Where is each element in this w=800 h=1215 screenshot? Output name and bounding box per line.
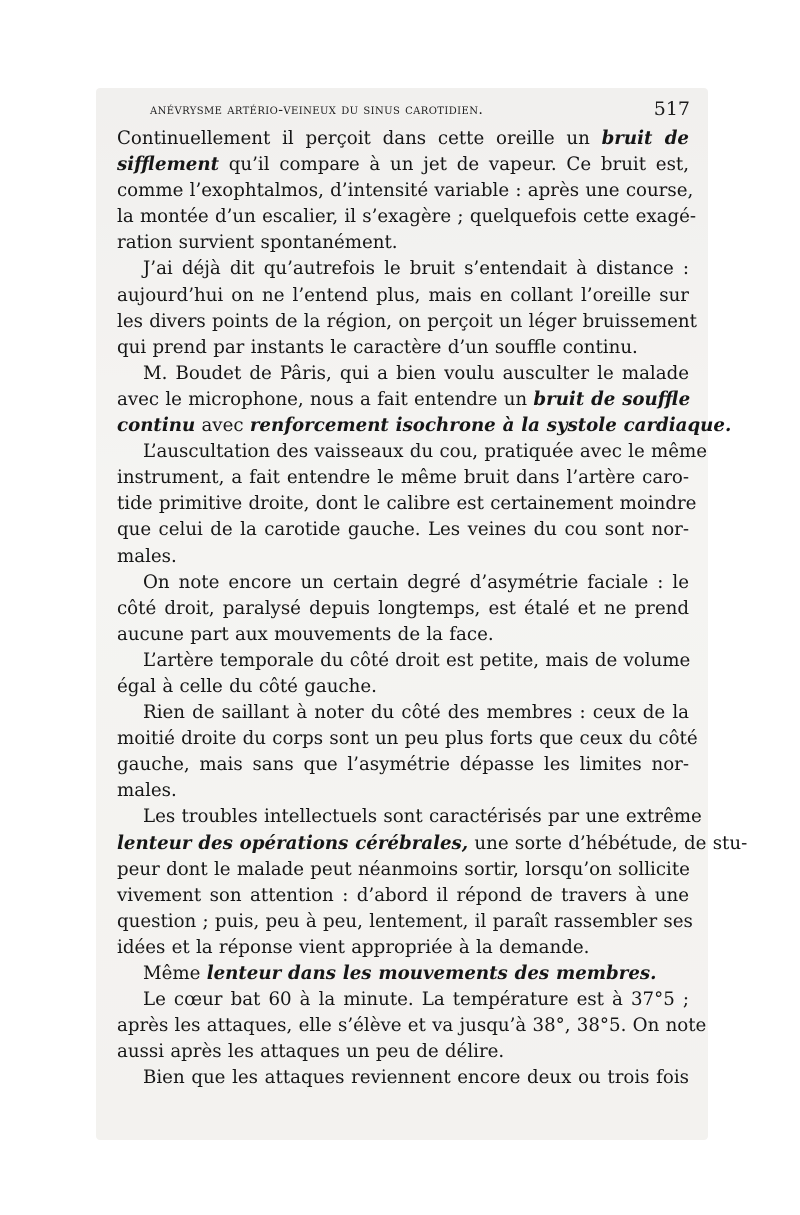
text-line xyxy=(117,283,689,309)
text-run: males. xyxy=(117,780,177,802)
text-line xyxy=(117,857,689,883)
text-run: M. Boudet de Pâris, qui a bien voulu ausculter le malade xyxy=(143,362,689,384)
text-line xyxy=(117,1039,689,1065)
text-line xyxy=(117,726,698,752)
text-line xyxy=(117,987,689,1013)
emphasis-run: lenteur des opérations cérébrales, xyxy=(117,832,469,854)
text-line xyxy=(117,935,689,961)
text-run: aussi après les attaques un peu de délire. xyxy=(117,1041,505,1063)
text-run: aujourd’hui on ne l’entend plus, mais en collant l’oreille sur xyxy=(117,284,689,306)
page-number: 517 xyxy=(653,98,690,120)
text-line xyxy=(117,230,689,256)
text-line xyxy=(117,335,689,361)
text-run: comme l’exophtalmos, d’intensité variable : après une course, xyxy=(117,180,694,202)
text-line xyxy=(117,674,689,700)
emphasis-run: sifflement xyxy=(117,154,220,176)
text-line xyxy=(117,204,697,230)
text-run: instrument, a fait entendre le même bruit dans l’artère caro- xyxy=(117,467,689,489)
text-run: une sorte d’hébétude, de stu- xyxy=(468,832,748,854)
text-line xyxy=(117,961,689,987)
text-run: les divers points de la région, on perçoit un léger bruissement xyxy=(117,310,697,332)
emphasis-run: bruit de souffle xyxy=(533,388,691,410)
text-run: égal à celle du côté gauche. xyxy=(117,675,377,697)
text-run: Le cœur bat 60 à la minute. La température est à 37°5 ; xyxy=(143,989,689,1011)
text-run: gauche, mais sans que l’asymétrie dépasse les limites nor- xyxy=(117,754,689,776)
text-line xyxy=(117,778,689,804)
text-run: L’auscultation des vaisseaux du cou, pratiquée avec le même xyxy=(143,441,708,463)
text-run: J’ai déjà dit qu’autrefois le bruit s’entendait à distance : xyxy=(143,258,689,280)
text-run: peur dont le malade peut néanmoins sortir, lorsqu’on sollicite xyxy=(117,858,690,880)
text-run: côté droit, paralysé depuis longtemps, est étalé et ne prend xyxy=(117,597,689,619)
text-run: idées et la réponse vient appropriée à la demande. xyxy=(117,936,590,958)
text-line xyxy=(117,491,697,517)
emphasis-run: renforcement isochrone à la systole cardiaque. xyxy=(249,415,732,437)
text-line xyxy=(117,596,689,622)
text-line xyxy=(117,622,689,648)
text-line xyxy=(117,831,748,857)
text-line xyxy=(117,883,689,909)
text-run: Même xyxy=(143,963,207,984)
emphasis-run: continu xyxy=(117,415,196,437)
body-text xyxy=(117,126,748,1091)
text-line xyxy=(117,152,689,178)
text-line xyxy=(117,1013,707,1039)
text-line xyxy=(117,1065,689,1091)
text-run: moitié droite du corps sont un peu plus forts que ceux du côté xyxy=(117,728,698,750)
text-line xyxy=(117,517,689,543)
text-run: Les troubles intellectuels sont caractérisés par une extrême xyxy=(143,806,702,828)
text-line xyxy=(117,309,697,335)
text-run: question ; puis, peu à peu, lentement, il paraît rassembler ses xyxy=(117,910,693,932)
text-line xyxy=(117,909,693,935)
text-run: que celui de la carotide gauche. Les veines du cou sont nor- xyxy=(117,519,689,541)
text-line xyxy=(117,648,689,674)
text-line xyxy=(117,361,689,387)
text-run: tide primitive droite, dont le calibre est certainement moindre xyxy=(117,493,697,515)
text-run: Bien que les attaques reviennent encore deux ou trois fois xyxy=(143,1067,689,1089)
text-run: la montée d’un escalier, il s’exagère ; quelquefois cette exagé- xyxy=(117,206,697,228)
text-run: males. xyxy=(117,545,177,567)
text-run: après les attaques, elle s’élève et va jusqu’à 38°, 38°5. On note xyxy=(117,1015,707,1037)
text-run: qu’il compare à un jet de vapeur. Ce bruit est, xyxy=(219,154,689,176)
text-line xyxy=(117,752,689,778)
text-run: On note encore un certain degré d’asymétrie faciale : le xyxy=(143,571,689,593)
text-line xyxy=(117,465,689,491)
text-run: vivement son attention : d’abord il répond de travers à une xyxy=(117,884,689,906)
text-run: Rien de saillant à noter du côté des membres : ceux de la xyxy=(143,702,689,724)
text-run: ration survient spontanément. xyxy=(117,232,398,254)
text-line xyxy=(117,178,694,204)
text-line xyxy=(117,126,689,152)
text-run: L’artère temporale du côté droit est petite, mais de volume xyxy=(143,649,691,671)
text-run: Continuellement il perçoit dans cette oreille un xyxy=(117,128,602,149)
page-header xyxy=(150,96,690,124)
text-run: avec le microphone, nous a fait entendre un xyxy=(117,388,534,410)
text-line xyxy=(117,439,708,465)
text-run: aucune part aux mouvements de la face. xyxy=(117,623,494,645)
text-line xyxy=(117,570,689,596)
text-run: avec xyxy=(195,415,250,437)
text-line xyxy=(117,700,689,726)
text-line xyxy=(117,544,689,570)
text-line xyxy=(117,387,689,413)
text-line xyxy=(117,804,702,830)
text-run: qui prend par instants le caractère d’un souffle continu. xyxy=(117,336,638,358)
running-title: anévrysme artério-veineux du sinus carotidien. xyxy=(150,102,484,118)
text-line xyxy=(117,256,689,282)
emphasis-run: lenteur dans les mouvements des membres. xyxy=(206,963,657,984)
emphasis-run: bruit de xyxy=(601,128,689,149)
text-line xyxy=(117,413,732,439)
